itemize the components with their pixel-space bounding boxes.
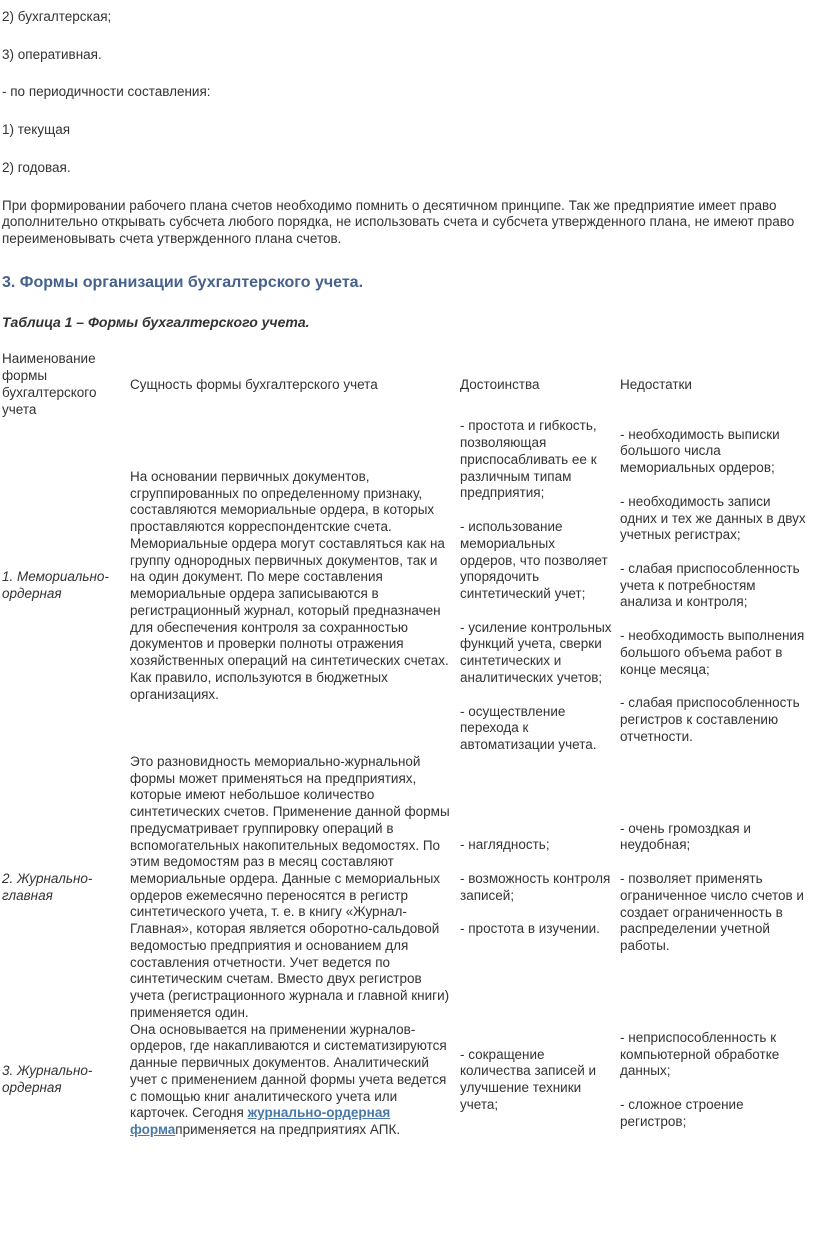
- form-advantages: [460, 754, 620, 1022]
- form-advantages: [460, 1022, 620, 1139]
- advantage-item: - осуществление перехода к автоматизации учета.: [460, 703, 597, 753]
- section-heading: 3. Формы организации бухгалтерского учета.: [2, 273, 364, 291]
- disadvantage-item: - слабая приспособленность учета к потребностям анализа и контроля;: [620, 561, 800, 610]
- disadvantage-item: - очень громоздкая и неудобная;: [620, 820, 751, 853]
- column-header-advantages: Достоинства: [460, 376, 540, 392]
- advantage-item: - использование мемориальных ордеров, что позволяет упорядочить синтетический учет;: [460, 519, 608, 601]
- form-name: 2. Журнально-главная: [2, 870, 93, 903]
- disadvantage-item: - позволяет применять ограниченное число счетов и создает ограниченность в распределении учетной работы.: [620, 871, 804, 954]
- list-item-current: 1) текущая: [2, 122, 71, 138]
- document-page: [2, 9, 814, 1139]
- table-row-journal-order: [2, 1022, 814, 1139]
- form-name: 3. Журнально-ордерная: [2, 1063, 93, 1096]
- advantage-item: - усиление контрольных функций учета, сверки синтетических и аналитических учетов;: [460, 619, 612, 685]
- disadvantage-item: - необходимость выписки большого числа мемориальных ордеров;: [620, 426, 780, 476]
- advantage-item: - сокращение количества записей и улучшение техники учета;: [460, 1046, 597, 1112]
- disadvantage-item: - неприспособленность к компьютерной обработке данных;: [620, 1029, 780, 1079]
- column-header-form-name: Наименование формы бухгалтерского учета: [2, 351, 97, 417]
- form-essence: [130, 1022, 460, 1139]
- column-header-essence: Сущность формы бухгалтерского учета: [130, 376, 378, 392]
- column-header-disadvantages: Недостатки: [620, 376, 692, 392]
- advantage-item: - простота и гибкость, позволяющая приспосабливать ее к различным типам предприятия;: [460, 418, 597, 501]
- essence-text: Она основывается на применении журналов-ордеров, где накапливаются и систематизируются данные первичных документов. Аналитический учет с применением данной формы учета ведется с помощью книг аналитического учета или карточек. Сегодня: [130, 1021, 447, 1121]
- table-caption: Таблица 1 – Формы бухгалтерского учета.: [2, 314, 310, 331]
- form-disadvantages: [620, 418, 814, 753]
- form-essence: На основании первичных документов, сгруппированных по определенному признаку, составляются мемориальные ордера, в которых проставляются корреспондентские счета. Мемориальные ордера могут составляться как на группу однородных первичных документов, так и на один документ. По мере составления мемориальные ордера записываются в регистрационный журнал, который предназначен для обеспечения контроля за сохранностью документов и проверки полноты отражения хозяйственных операций на синтетических счетах. Как правило, используются в бюджетных организациях.: [130, 468, 449, 702]
- disadvantage-item: - необходимость выполнения большого объема работ в конце месяца;: [620, 628, 805, 677]
- disadvantage-item: - необходимость записи одних и тех же данных в двух учетных регистрах;: [620, 493, 806, 543]
- table-header-row: [2, 351, 814, 418]
- table-row-journal-main: [2, 754, 814, 1022]
- disadvantage-item: - сложное строение регистров;: [620, 1097, 744, 1129]
- disadvantage-item: - слабая приспособленность регистров к составлению отчетности.: [620, 695, 800, 744]
- essence-text: применяется на предприятиях АПК.: [175, 1122, 401, 1137]
- form-disadvantages: [620, 754, 814, 1022]
- advantage-item: - наглядность;: [460, 837, 550, 853]
- advantage-item: - возможность контроля записей;: [460, 870, 611, 903]
- table-row-memorial-order: [2, 418, 814, 753]
- advantage-item: - простота в изучении.: [460, 921, 600, 937]
- accounting-forms-table: [2, 351, 814, 1138]
- form-name: 1. Мемориально-ордерная: [2, 569, 109, 602]
- list-item-operational: 3) оперативная.: [2, 46, 102, 62]
- form-advantages: [460, 418, 620, 753]
- form-essence: Это разновидность мемориально-журнальной формы может применяться на предприятиях, которые имеют небольшое количество синтетических счетов. Применение данной формы предусматривает группировку операций в вспомогательных накопительных ведомостях. По этим ведомостям раз в месяц составляют мемориальные ордера. Данные с мемориальных ордеров ежемесячно переносятся в регистр синтетического учета, т. е. в книгу «Журнал-Главная», которая является оборотно-сальдовой ведомостью предприятия и основанием для составления отчетности. Учет ведется по синтетическим счетам. Вместо двух регистров учета (регистрационного журнала и главной книги) применяется один.: [130, 753, 450, 1020]
- list-item-periodicity: - по периодичности составления:: [2, 84, 211, 100]
- list-item-annual: 2) годовая.: [2, 159, 71, 175]
- form-disadvantages: [620, 1022, 814, 1139]
- list-item-accounting: 2) бухгалтерская;: [2, 9, 112, 24]
- intro-paragraph: При формировании рабочего плана счетов необходимо помнить о десятичном принципе. Так же предприятие имеет право дополнительно открывать субсчета любого порядка, не использовать счета и субсчета утвержденного плана, не имеют право переименовывать счета утвержденного плана счетов.: [2, 197, 795, 247]
- journal-order-form-link[interactable]: журнально-ордерная форма: [130, 1105, 391, 1137]
